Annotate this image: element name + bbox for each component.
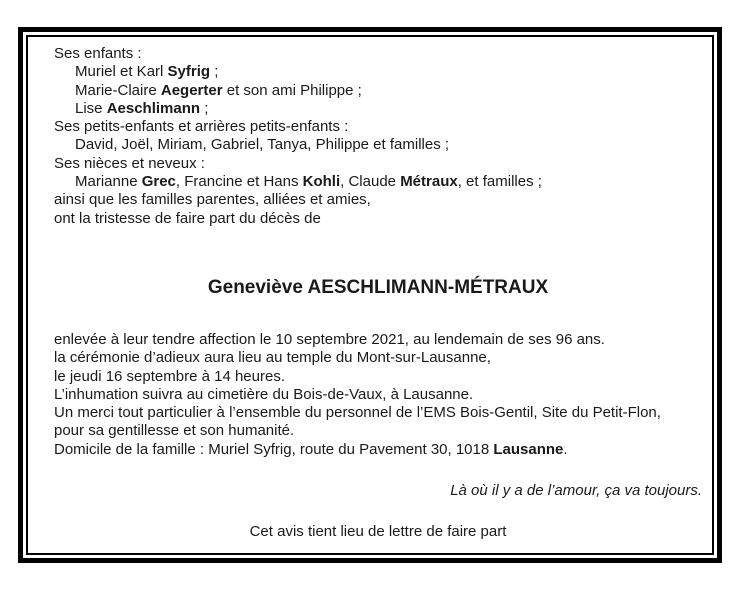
text-segment: Marianne	[75, 173, 142, 191]
memorial-quote: Là où il y a de l’amour, ça va toujours.	[450, 482, 702, 500]
text-segment: Domicile de la famille : Muriel Syfrig, route du Pavement 30, 1018	[54, 440, 494, 458]
line-child-muriel	[54, 63, 702, 81]
line-ses-enfants: Ses enfants :	[54, 45, 142, 62]
text-segment: ;	[200, 99, 209, 117]
text-segment: Muriel et Karl	[75, 63, 168, 81]
text-segment: .	[563, 440, 568, 458]
text-segment: , et familles ;	[457, 173, 542, 191]
surname-syfrig: Syfrig	[167, 63, 211, 81]
surname-metraux: Métraux	[400, 173, 458, 191]
text-segment: Lise	[75, 99, 107, 117]
text-segment: Marie-Claire	[75, 81, 161, 99]
ceremony-details-block	[54, 331, 702, 459]
line-child-lise	[54, 100, 702, 118]
deceased-name: Geneviève AESCHLIMANN-MÉTRAUX	[207, 276, 549, 298]
line-ceremonie: la cérémonie d’adieux aura lieu au temple du Mont-sur-Lausanne,	[54, 349, 491, 367]
text-segment: , Claude	[340, 173, 401, 191]
notice-outer-frame	[18, 27, 722, 563]
line-grandchildren: David, Joël, Miriam, Gabriel, Tanya, Philippe et familles ;	[75, 136, 450, 154]
line-inhumation: L’inhumation suivra au cimetière du Bois-de-Vaux, à Lausanne.	[54, 385, 474, 403]
line-deces-date: enlevée à leur tendre affection le 10 septembre 2021, au lendemain de ses 96 ans.	[54, 330, 605, 348]
text-segment: ;	[210, 63, 219, 81]
line-nieces-neveux: Ses nièces et neveux :	[54, 154, 205, 172]
line-ainsi-que: ainsi que les familles parentes, alliées et amies,	[54, 191, 371, 209]
line-merci: Un merci tout particulier à l’ensemble du personnel de l’EMS Bois-Gentil, Site du Petit-Flon,	[54, 404, 661, 422]
line-date-heure: le jeudi 16 septembre à 14 heures.	[54, 367, 285, 385]
line-nieces-names	[54, 173, 702, 191]
line-gentillesse: pour sa gentillesse et son humanité.	[54, 422, 295, 440]
surname-kohli: Kohli	[302, 173, 341, 191]
surname-aegerter: Aegerter	[160, 81, 223, 99]
line-domicile	[54, 441, 702, 459]
notice-inner-frame	[26, 35, 714, 555]
closing-statement: Cet avis tient lieu de lettre de faire part	[249, 523, 507, 541]
surname-grec: Grec	[141, 173, 176, 191]
city-lausanne: Lausanne	[493, 440, 564, 458]
text-segment: et son ami Philippe ;	[222, 81, 362, 99]
line-child-marie-claire	[54, 82, 702, 100]
line-petits-enfants: Ses petits-enfants et arrières petits-enfants :	[54, 118, 349, 136]
text-segment: , Francine et Hans	[175, 173, 303, 191]
line-tristesse: ont la tristesse de faire part du décès de	[54, 209, 321, 227]
surname-aeschlimann: Aeschlimann	[106, 99, 201, 117]
family-relations-block	[54, 45, 702, 228]
